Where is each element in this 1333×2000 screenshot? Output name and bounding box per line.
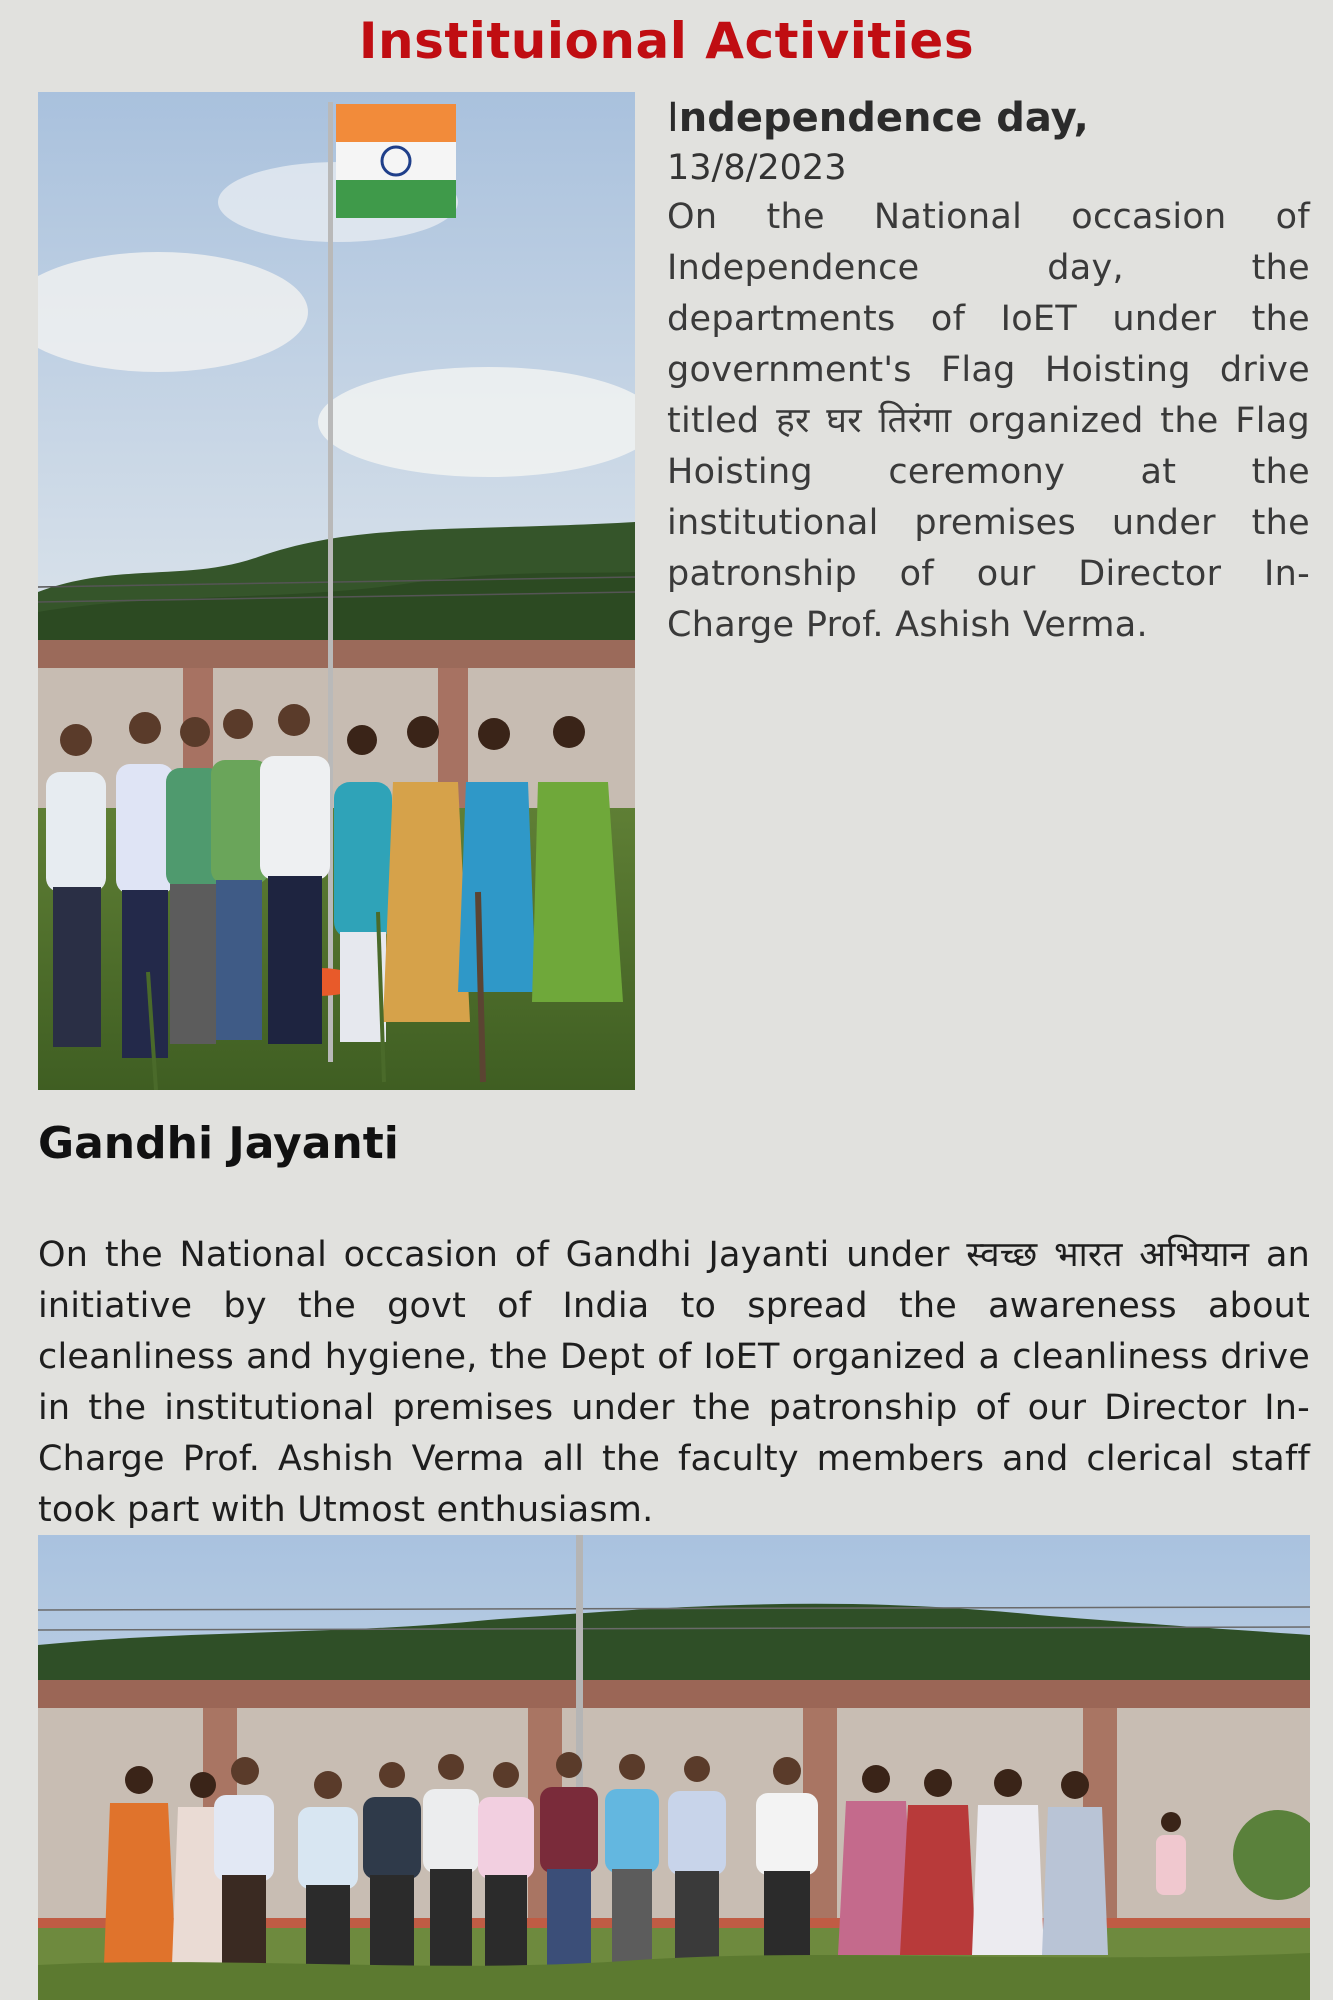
- independence-day-heading: [667, 94, 1310, 142]
- flag-hoisting-photo: [38, 92, 635, 1090]
- independence-day-section: [667, 94, 1310, 651]
- page-title: Instituional Activities: [358, 12, 975, 70]
- heading-rest: ndependence day,: [678, 95, 1089, 141]
- independence-day-date: 13/8/2023: [667, 148, 847, 188]
- heading-first-letter: I: [667, 95, 679, 141]
- independence-day-description: On the National occasion of Independence day, the departments of IoET under the government's Flag Hoisting drive titled हर घर तिरंगा organized the Flag Hoisting ceremony at the institutional premises under the patronship of our Director In-Charge Prof. Ashish Verma.: [667, 197, 1310, 645]
- gandhi-jayanti-heading: Gandhi Jayanti: [38, 1118, 399, 1169]
- gandhi-jayanti-description: On the National occasion of Gandhi Jayanti under स्वच्छ भारत अभियान an initiative by the govt of India to spread the awareness about cleanliness and hygiene, the Dept of IoET organized a cleanliness drive in the institutional premises under the patronship of our Director In-Charge Prof. Ashish Verma all the faculty members and clerical staff took part with Utmost enthusiasm.: [38, 1235, 1310, 1530]
- cleanliness-drive-photo: [38, 1535, 1310, 2000]
